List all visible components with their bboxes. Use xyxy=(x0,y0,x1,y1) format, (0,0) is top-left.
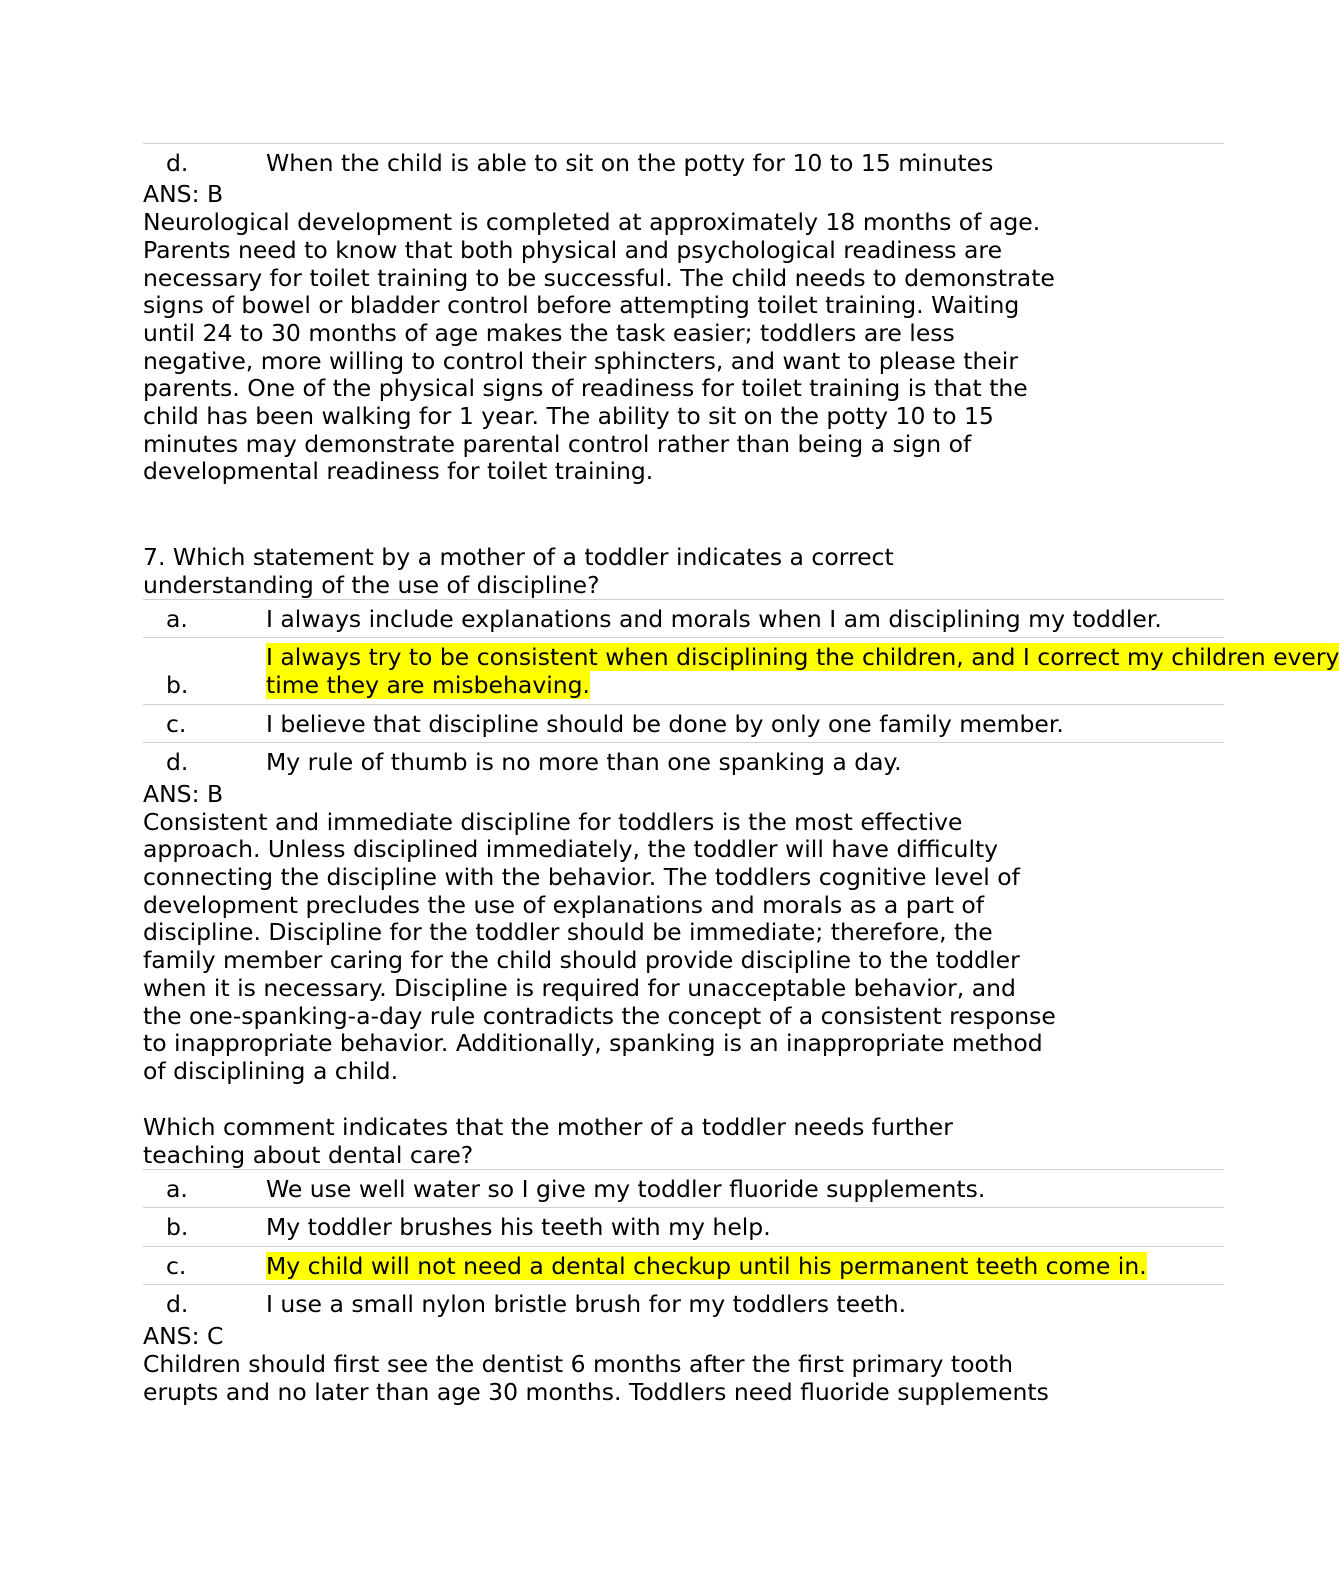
q8-option-d-letter: d. xyxy=(166,1290,189,1318)
q7-option-c-text: I believe that discipline should be done by only one family member. xyxy=(266,710,1064,738)
q8-option-b-text: My toddler brushes his teeth with my help. xyxy=(266,1213,771,1241)
q6-option-d-text: When the child is able to sit on the potty for 10 to 15 minutes xyxy=(266,149,994,177)
q6-rationale-line: parents. One of the physical signs of readiness for toilet training is that the xyxy=(143,374,1028,402)
answer-highlight: time they are misbehaving. xyxy=(266,671,591,699)
q7-question-line: understanding of the use of discipline? xyxy=(143,571,600,599)
q7-rationale-line: the one-spanking-a-day rule contradicts the concept of a consistent response xyxy=(143,1002,1056,1030)
q8-option-a-letter: a. xyxy=(166,1175,188,1203)
q6-answer: ANS: B xyxy=(143,180,224,208)
q6-rationale-line: negative, more willing to control their sphincters, and want to please their xyxy=(143,347,1018,375)
q8-option-b-letter: b. xyxy=(166,1213,189,1241)
q7-question-line: 7. Which statement by a mother of a toddler indicates a correct xyxy=(143,543,894,571)
answer-highlight: I always try to be consistent when disciplining the children, and I correct my children every xyxy=(266,643,1339,671)
q8-rationale-line: erupts and no later than age 30 months. Toddlers need fluoride supplements xyxy=(143,1378,1049,1406)
q8-option-d-text: I use a small nylon bristle brush for my toddlers teeth. xyxy=(266,1290,907,1318)
q7-rationale-line: connecting the discipline with the behavior. The toddlers cognitive level of xyxy=(143,863,1020,891)
option-divider xyxy=(143,1169,1224,1170)
q7-rationale-line: Consistent and immediate discipline for toddlers is the most effective xyxy=(143,808,963,836)
option-divider xyxy=(143,637,1224,638)
q7-rationale-line: when it is necessary. Discipline is required for unacceptable behavior, and xyxy=(143,974,1016,1002)
q7-option-d-text: My rule of thumb is no more than one spanking a day. xyxy=(266,748,902,776)
answer-highlight: My child will not need a dental checkup until his permanent teeth come in. xyxy=(266,1252,1147,1280)
option-divider xyxy=(143,742,1224,743)
q7-rationale-line: approach. Unless disciplined immediately, the toddler will have difficulty xyxy=(143,835,999,863)
q7-option-b-text-line xyxy=(266,671,590,699)
q7-rationale-line: discipline. Discipline for the toddler should be immediate; therefore, the xyxy=(143,918,993,946)
q7-option-b-letter: b. xyxy=(166,671,189,699)
q6-rationale-line: minutes may demonstrate parental control rather than being a sign of xyxy=(143,430,972,458)
q8-option-c-text xyxy=(266,1252,1147,1280)
option-divider xyxy=(143,599,1224,600)
option-divider xyxy=(143,1284,1224,1285)
q6-rationale-line: until 24 to 30 months of age makes the task easier; toddlers are less xyxy=(143,319,955,347)
q8-question-line: Which comment indicates that the mother of a toddler needs further xyxy=(143,1113,953,1141)
q7-rationale-line: of disciplining a child. xyxy=(143,1057,399,1085)
q6-rationale-line: Neurological development is completed at approximately 18 months of age. xyxy=(143,208,1041,236)
q6-option-d-letter: d. xyxy=(166,149,189,177)
q7-rationale-line: development precludes the use of explanations and morals as a part of xyxy=(143,891,985,919)
q7-option-a-letter: a. xyxy=(166,605,188,633)
q7-rationale-line: family member caring for the child should provide discipline to the toddler xyxy=(143,946,1020,974)
q7-option-d-letter: d. xyxy=(166,748,189,776)
q8-question-line: teaching about dental care? xyxy=(143,1141,474,1169)
q8-option-a-text: We use well water so I give my toddler fluoride supplements. xyxy=(266,1175,986,1203)
q6-rationale-line: developmental readiness for toilet training. xyxy=(143,457,654,485)
q6-rationale-line: signs of bowel or bladder control before attempting toilet training. Waiting xyxy=(143,291,1020,319)
q7-option-a-text: I always include explanations and morals when I am disciplining my toddler. xyxy=(266,605,1162,633)
q7-rationale-line: to inappropriate behavior. Additionally, spanking is an inappropriate method xyxy=(143,1029,1043,1057)
option-divider xyxy=(143,704,1224,705)
option-divider xyxy=(143,1207,1224,1208)
q8-answer: ANS: C xyxy=(143,1322,224,1350)
q6-rationale-line: child has been walking for 1 year. The ability to sit on the potty 10 to 15 xyxy=(143,402,994,430)
q8-option-c-letter: c. xyxy=(166,1252,187,1280)
q7-answer: ANS: B xyxy=(143,780,224,808)
option-divider xyxy=(143,1246,1224,1247)
q7-option-b-text-line xyxy=(266,643,1339,671)
q8-rationale-line: Children should first see the dentist 6 months after the first primary tooth xyxy=(143,1350,1013,1378)
q6-rationale-line: Parents need to know that both physical and psychological readiness are xyxy=(143,236,1003,264)
option-divider xyxy=(143,143,1224,144)
q6-rationale-line: necessary for toilet training to be successful. The child needs to demonstrate xyxy=(143,264,1055,292)
q7-option-c-letter: c. xyxy=(166,710,187,738)
